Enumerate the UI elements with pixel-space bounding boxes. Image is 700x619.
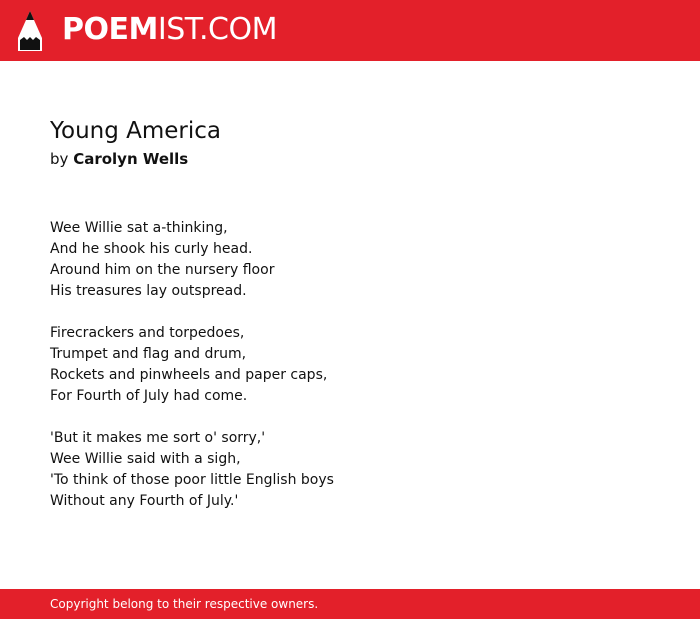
pencil-tip-icon[interactable] (17, 10, 43, 52)
stanza (50, 428, 650, 512)
poem-body (50, 218, 650, 533)
byline (50, 148, 188, 170)
stanza (50, 323, 650, 407)
poem-line: Rockets and pinwheels and paper caps, (50, 367, 328, 383)
poem-line: And he shook his curly head. (50, 241, 253, 257)
logo-bold-text: POEM (62, 12, 158, 47)
copyright-text: Copyright belong to their respective owners. (50, 597, 319, 611)
byline-prefix: by (50, 150, 69, 168)
stanza (50, 218, 650, 302)
site-footer (0, 589, 700, 619)
poem-line: Wee Willie said with a sigh, (50, 451, 241, 467)
poem-line: Without any Fourth of July.' (50, 493, 239, 509)
site-logo[interactable] (62, 12, 277, 48)
site-header (0, 0, 700, 61)
author-name: Carolyn Wells (73, 150, 189, 168)
poem-line: Trumpet and flag and drum, (50, 346, 247, 362)
poem-line: 'To think of those poor little English boys (50, 472, 334, 488)
poem-line: For Fourth of July had come. (50, 388, 248, 404)
poem-line: Wee Willie sat a-thinking, (50, 220, 228, 236)
poem-title: Young America (50, 118, 222, 144)
poem-line: Firecrackers and torpedoes, (50, 325, 245, 341)
poem-line: His treasures lay outspread. (50, 283, 247, 299)
poem-line: Around him on the nursery floor (50, 262, 275, 278)
logo-light-text: IST.COM (157, 12, 277, 47)
poem-line: 'But it makes me sort o' sorry,' (50, 430, 266, 446)
